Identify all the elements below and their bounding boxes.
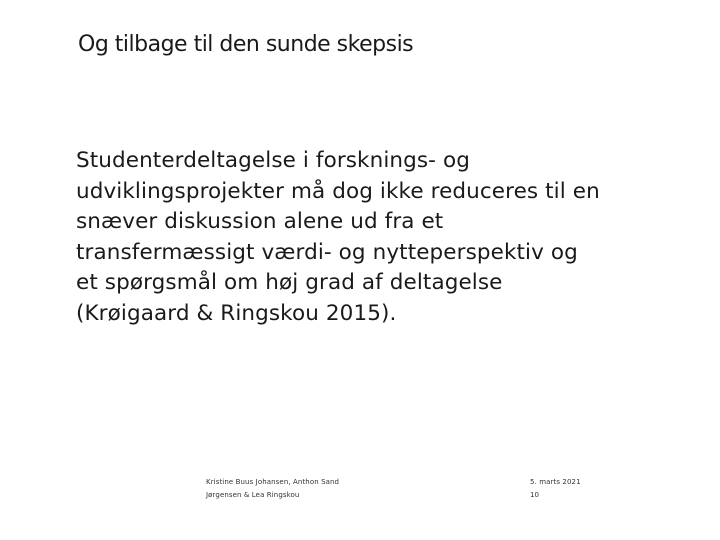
footer-authors-line: Kristine Buus Johansen, Anthon Sand [206,478,340,486]
body-line: snæver diskussion alene ud fra et [76,209,444,234]
body-line: et spørgsmål om høj grad af deltagelse [76,270,503,295]
body-line: (Krøigaard & Ringskou 2015). [76,300,397,326]
body-line: Studenterdeltagelse i forsknings- og [76,148,470,173]
footer-authors-line: Jørgensen & Lea Ringskou [206,491,300,499]
slide-body [76,146,696,329]
footer-date: 5. marts 2021 [530,478,581,486]
body-line: transfermæssigt værdi- og nytteperspektiv og [76,239,578,265]
slide-title: Og tilbage til den sunde skepsis [78,32,414,57]
footer-authors [206,476,339,502]
footer-meta [530,476,581,502]
body-line: udviklingsprojekter må dog ikke reduceres til en [76,178,600,204]
page-number: 10 [530,491,540,499]
